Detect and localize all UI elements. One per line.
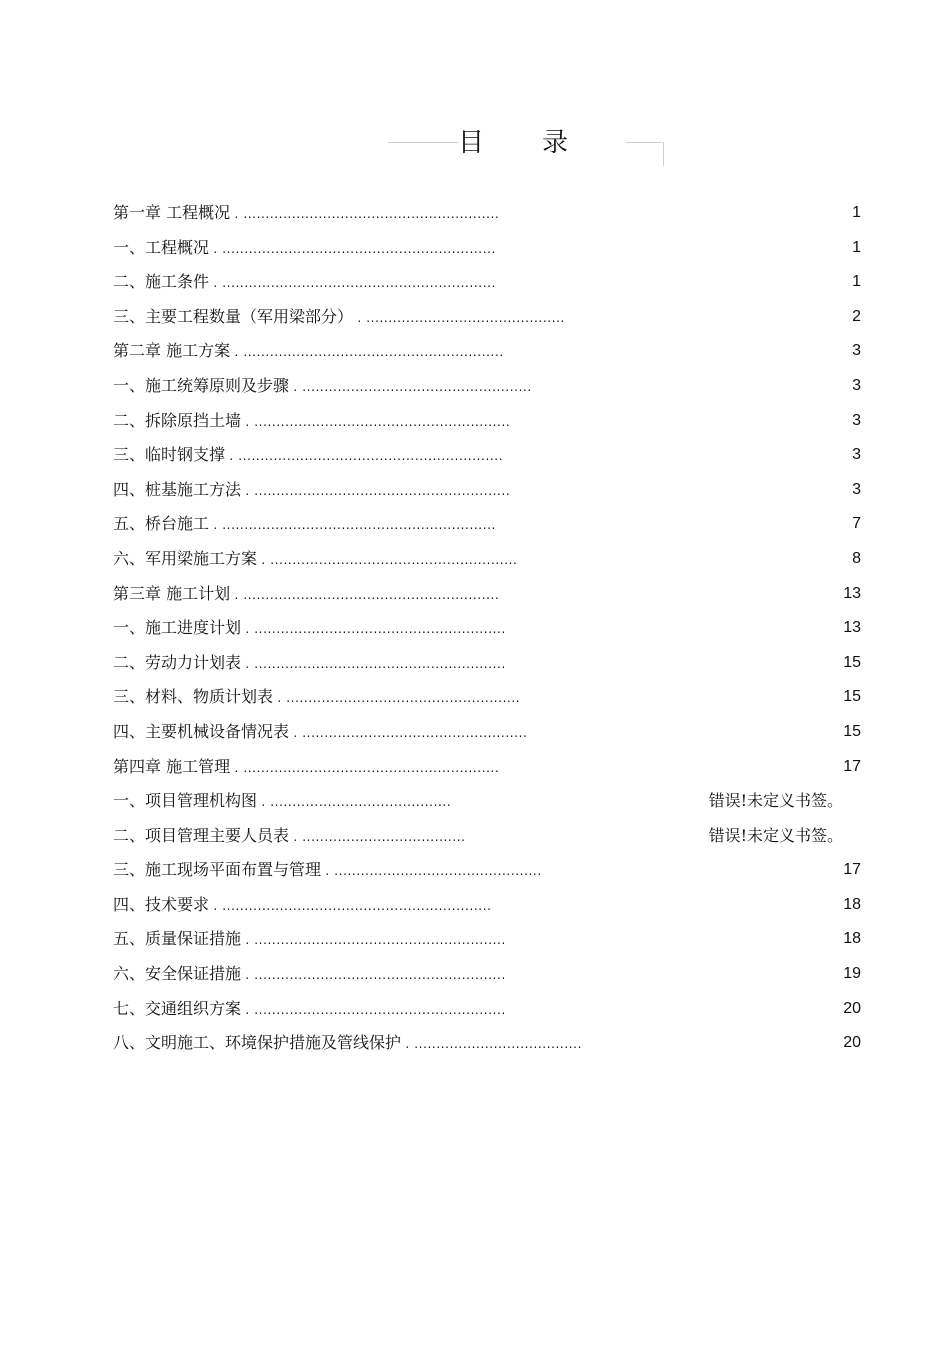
toc-entry-label: 三、材料、物质计划表 [113, 687, 274, 707]
toc-entry-text [113, 680, 520, 716]
toc-page-number: 15 [843, 653, 861, 671]
toc-leader-dots: . .......................................................... [230, 207, 500, 221]
toc-entry-label: 五、桥台施工 [113, 514, 210, 534]
toc-page-number: 15 [843, 722, 861, 740]
toc-page-number: 3 [852, 411, 861, 429]
toc-entry[interactable] [113, 957, 861, 992]
toc-entry-text [113, 542, 517, 578]
toc-entry-label: 三、临时钢支撑 [113, 445, 226, 465]
toc-entry[interactable] [113, 334, 861, 369]
toc-entry[interactable] [113, 819, 861, 854]
toc-leader-dots: . .............................................................. [209, 276, 496, 291]
toc-leader-dots: . ................................................... [289, 725, 528, 740]
toc-leader-dots: . ......................................................... [241, 622, 506, 637]
toc-entry-text [113, 334, 504, 370]
toc-entry[interactable] [113, 922, 861, 957]
toc-leader-dots: . .......................................................... [230, 760, 500, 775]
toc-page-number: 1 [852, 204, 861, 221]
toc-leader-dots: . .......................................................... [241, 483, 511, 498]
toc-title-char-2: 录 [542, 128, 627, 158]
toc-entry-text [113, 646, 506, 682]
toc-page-number: 17 [843, 757, 861, 775]
toc-page-number: 17 [843, 861, 861, 879]
toc-leader-dots: . ..................................... [289, 829, 466, 844]
toc-entry[interactable] [113, 231, 861, 266]
toc-entry-label: 二、施工条件 [113, 272, 210, 292]
toc-page-number: 13 [843, 619, 861, 637]
toc-entry[interactable] [113, 265, 861, 300]
toc-leader-dots: . ........................................................ [257, 552, 518, 567]
toc-entry-text [113, 750, 499, 786]
toc-entry-text [113, 611, 506, 647]
toc-leader-dots: . .......................................................... [230, 587, 500, 602]
toc-entry-text [113, 473, 510, 509]
toc-page-number: 20 [843, 1034, 861, 1052]
toc-entry-label: 二、项目管理主要人员表 [113, 825, 290, 845]
toc-leader-dots: . ......................................................... [241, 1002, 506, 1017]
toc-leader-dots: . ............................................................. [209, 898, 492, 913]
toc-entry-text [113, 853, 542, 889]
toc-leader-dots: . ......................................................... [241, 968, 506, 983]
toc-page-number: 8 [852, 549, 861, 567]
toc-entry[interactable] [113, 438, 861, 473]
toc-entry-text [113, 577, 499, 613]
toc-leader-dots: . ......................................................... [241, 656, 506, 671]
toc-entry-text [113, 715, 527, 751]
toc-leader-dots: . .............................................................. [209, 518, 496, 533]
toc-leader-dots: . .................................................... [289, 379, 532, 394]
toc-leader-dots: . ..................................................... [273, 691, 521, 706]
toc-bookmark-error: 错误!未定义书签。 [708, 791, 843, 811]
toc-leader-dots: . ............................................. [353, 310, 565, 325]
toc-entry-label: 八、文明施工、环境保护措施及管线保护 [113, 1033, 402, 1053]
toc-entry[interactable] [113, 404, 861, 439]
toc-page-number: 3 [852, 480, 861, 498]
toc-entry-label: 七、交通组织方案 [113, 998, 242, 1018]
toc-page-number: 13 [843, 584, 861, 602]
toc-entry-label: 第一章 工程概况 [113, 203, 231, 222]
toc-entry-label: 四、技术要求 [113, 894, 210, 914]
toc-entry[interactable] [113, 507, 861, 542]
toc-entry-text [113, 438, 503, 474]
toc-page-number: 15 [843, 688, 861, 706]
toc-page-number: 1 [852, 273, 861, 291]
toc-leader-dots: . ............................................... [321, 864, 542, 879]
toc-entry[interactable] [113, 646, 861, 681]
toc-entry-text [113, 784, 451, 820]
toc-entry-label: 第三章 施工计划 [113, 583, 231, 603]
toc-entry-label: 六、安全保证措施 [113, 964, 242, 984]
toc-entry-text [113, 507, 496, 543]
title-rule-tick [663, 142, 664, 166]
toc-leader-dots: . .............................................................. [209, 241, 496, 256]
toc-entry-label: 五、质量保证措施 [113, 929, 242, 949]
toc-entry-label: 四、主要机械设备情况表 [113, 721, 290, 741]
toc-entry[interactable] [113, 888, 861, 923]
toc-entry-label: 一、施工统筹原则及步骤 [113, 375, 290, 395]
toc-entry-label: 六、军用梁施工方案 [113, 548, 258, 568]
toc-entry-text [113, 231, 496, 267]
toc-entry-label: 第二章 施工方案 [113, 341, 231, 361]
toc-page-number: 1 [852, 238, 861, 256]
toc-leader-dots: . ......................................... [257, 795, 452, 810]
toc-entry[interactable] [113, 300, 861, 335]
toc-entry-text [113, 369, 532, 405]
toc-page-number: 3 [852, 376, 861, 394]
toc-page-number: 19 [843, 965, 861, 983]
toc-entry-label: 一、工程概况 [113, 237, 210, 257]
toc-page-number: 20 [843, 999, 861, 1017]
toc-entry[interactable] [113, 577, 861, 612]
toc-leader-dots: . ...................................... [401, 1037, 583, 1052]
toc-entry-label: 三、施工现场平面布置与管理 [113, 860, 322, 880]
toc-entry-text [113, 1026, 582, 1062]
toc-entry-text [113, 404, 510, 440]
toc-entry-label: 二、劳动力计划表 [113, 652, 242, 672]
toc-entry[interactable] [113, 853, 861, 888]
toc-entry-label: 第四章 施工管理 [113, 756, 231, 776]
toc-entry-label: 一、施工进度计划 [113, 618, 242, 638]
toc-entry-label: 二、拆除原挡土墙 [113, 410, 242, 430]
toc-leader-dots: . .......................................................... [241, 414, 511, 429]
toc-entry-text [113, 957, 506, 993]
toc-leader-dots: . ............................................................ [225, 449, 504, 464]
toc-page-number: 2 [852, 307, 861, 325]
toc-entry-text [113, 300, 565, 336]
toc-page-number: 18 [843, 895, 861, 913]
toc-entry-text [113, 992, 506, 1028]
toc-entry-text [113, 819, 466, 855]
toc-title-char-1: 目 [457, 128, 542, 158]
table-of-contents [113, 196, 861, 1061]
toc-page-number: 3 [852, 342, 861, 360]
toc-page-number: 18 [843, 930, 861, 948]
toc-page-number: 7 [852, 515, 861, 533]
toc-page-number: 3 [852, 446, 861, 464]
toc-entry-label: 四、桩基施工方法 [113, 479, 242, 499]
toc-entry[interactable] [113, 611, 861, 646]
toc-leader-dots: . ......................................................... [241, 933, 506, 948]
toc-bookmark-error: 错误!未定义书签。 [708, 825, 843, 845]
toc-entry[interactable] [113, 542, 861, 577]
toc-entry[interactable] [113, 750, 861, 785]
toc-entry[interactable] [113, 1026, 861, 1061]
toc-title [388, 122, 638, 159]
toc-entry-label: 三、主要工程数量（军用梁部分） [113, 306, 354, 326]
toc-entry[interactable] [113, 196, 861, 231]
toc-entry-text [113, 265, 496, 301]
toc-entry-text [113, 196, 499, 232]
toc-entry[interactable] [113, 369, 861, 404]
toc-entry[interactable] [113, 992, 861, 1027]
toc-entry[interactable] [113, 715, 861, 750]
toc-entry[interactable] [113, 680, 861, 715]
toc-entry[interactable] [113, 784, 861, 819]
toc-entry-label: 一、项目管理机构图 [113, 791, 258, 811]
toc-leader-dots: . ........................................................... [230, 345, 504, 360]
toc-entry[interactable] [113, 473, 861, 508]
toc-entry-text [113, 922, 506, 958]
toc-title-block [388, 122, 664, 168]
toc-entry-text [113, 888, 492, 924]
